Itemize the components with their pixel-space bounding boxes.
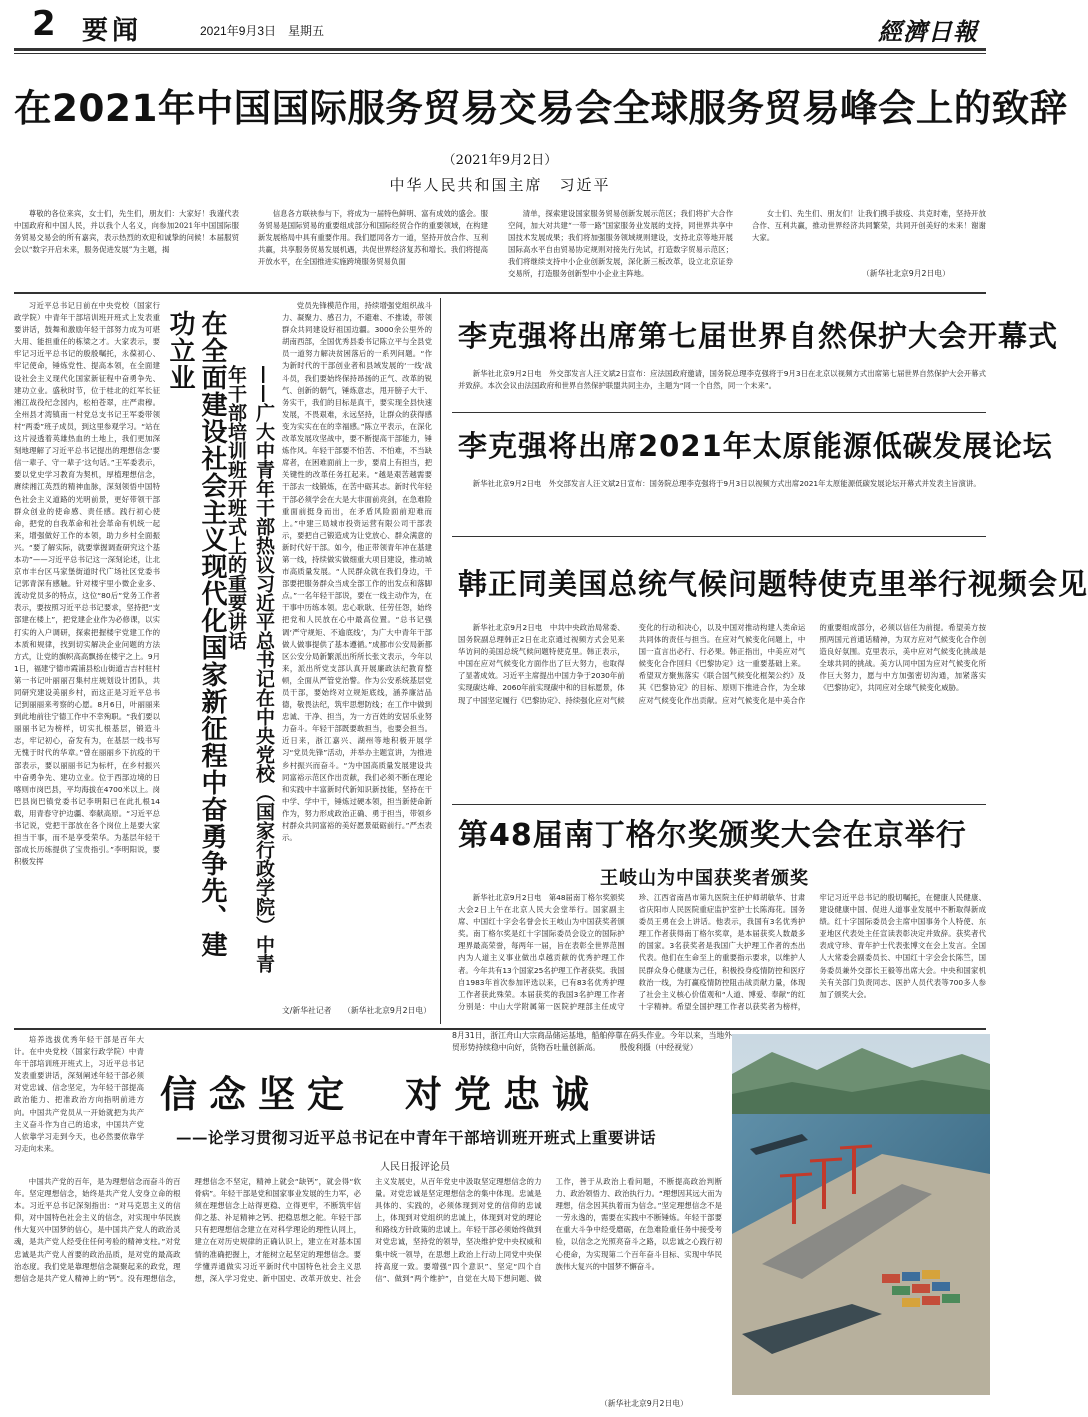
publication-date: 2021年9月3日 星期五 — [200, 24, 325, 38]
commentary-subheadline: ——论学习贯彻习近平总书记在中青年干部培训班开班式上重要讲话 — [176, 1128, 657, 1147]
training-credit: 文/新华社记者 （新华社北京9月2日电） — [282, 1006, 431, 1015]
lead-text-col3: 清单，探索建设国家服务贸易创新发展示范区；我们将扩大合作空间，加大对共建“一带一路”国家服务业发展的支持，同世界共享中国技术发展成果；我们将加强服务领域规则建设，支持北京等地开展国际高水平自由贸易协定规则对接先行先试，打造数字贸易示范区；我们将继续支持中小企业创新发展，深化新三板改革，设立北京证券交易所，打造服务创新型中小企业主阵地。 — [508, 209, 733, 279]
news1-headline: 李克强将出席第七届世界自然保护大会开幕式 — [458, 319, 1059, 353]
masthead — [0, 0, 1000, 48]
lead-text-col4: 女士们、先生们、朋友们！让我们携手拔疫、共克时难，坚持开放合作、互利共赢，推动世界经济共同繁荣，共同开创美好的未来！谢谢大家。 — [752, 209, 986, 243]
news4-text: 新华社北京9月2日电 第48届南丁格尔奖颁奖大会2日上午在北京人民大会堂举行。国家副主席、中国红十字会名誉会长王岐山为中国获奖者颁奖。南丁格尔奖是红十字国际委员会设立的国际护理界最高荣誉，每两年一届，旨在表彰全世界范围内为人道主义事业做出卓越贡献的优秀护理工作者。今年共有13个国家25名护理工作者获奖。我国自1983年首次参加评选以来，已有83名优秀护理工作者获此殊荣。本届获奖的我国3名护理工作者分别是：中山大学附属第一医院护理部主任成守珍、江西省南昌市第九医院主任护师胡敏华、甘肃省庆阳市人民医院重症监护室护士长陈海花。国务委员王勇在会上讲话。他表示，我国有3名优秀护理工作者获得南丁格尔奖章，是本届获奖人数最多的国家。3名获奖者是我国广大护理工作者的杰出代表。他们在生命至上的重要指示要求，以维护人民群众身心健康为己任，积极投身疫情防控和医疗救治一线，为打赢疫情防控阻击战贡献力量，体现了社会主义核心价值观和“人道、博爱、奉献”的红十字精神。希望全国护理工作者以获奖者为榜样，牢记习近平总书记的殷切嘱托，在健康人民健康、建设健康中国、促进人道事业发展中不断取得新成绩。红十字国际委员会主席中国事务个人特使、东亚地区代表处主任宣读表彰决定并致辞。获奖者代表成守珍、青年护士代表张博文在会上发言。全国人大常委会副委员长、中国红十字会会长陈竺，国务委员兼外交部长王毅等出席大会。中央和国家机关有关部门负责同志、医护人员代表等700多人参加了颁奖大会。 — [458, 893, 986, 1011]
feature-divider — [440, 298, 441, 1024]
port-photo — [732, 1034, 990, 1395]
training-subheadline: ——广大中青年干部热议习近平总书记在中央党校（国家行政学院）中青年干部培训班开班式上的重要讲话 — [225, 365, 275, 973]
newspaper-logo: 經濟日報 — [878, 17, 978, 46]
news3-rule — [452, 804, 986, 805]
commentary-byline: 人民日报评论员 — [380, 1162, 450, 1173]
commentary-intro: 培养选拔优秀年轻干部是百年大计。在中央党校（国家行政学院）中青年干部培训班开班式上，习近平总书记发表重要讲话，深刻阐述年轻干部必须对党忠诚、信念坚定，为年轻干部提高政治能力、把准政治方向指明前进方向。中国共产党员从一开始就把为共产主义奋斗作为自己的追求，中国共产党人依靠学习走到今天，也必然要依靠学习走向未来。 — [14, 1035, 144, 1153]
photo-caption: 8月31日，浙江舟山大宗商品储运基地，船舶停靠在码头作业。今年以来，当地外贸形势持续稳中向好，货物吞吐量创新高。 殷俊利摄（中经视觉） — [452, 1031, 732, 1052]
news1-text: 新华社北京9月2日电 外交部发言人汪文斌2日宣布：应法国政府邀请，国务院总理李克强将于9月3日在北京以视频方式出席第七届世界自然保护大会开幕式并致辞。本次会议由法国政府和世界自然保护联盟共同主办，主题为“同一个自然，同一个未来”。 — [458, 369, 986, 391]
news4-headline: 第48届南丁格尔奖颁奖大会在京举行 — [458, 818, 967, 853]
lead-text-col1: 尊敬的各位来宾，女士们，先生们，朋友们：大家好！我谨代表中国政府和中国人民，并以我个人名义，向参加2021年中国国际服务贸易交易会的所有嘉宾，表示热烈的欢迎和诚挚的问候！本届服贸会以“数字开启未来，服务促进发展”为主题，揭 — [14, 209, 239, 255]
lead-date: （2021年9月2日） — [442, 153, 558, 168]
masthead-rule — [14, 48, 986, 51]
news2-text: 新华社北京9月2日电 外交部发言人汪文斌2日宣布：国务院总理李克强将于9月3日以视频方式出席2021年太原能源低碳发展论坛开幕式并发表主旨演讲。 — [472, 479, 981, 488]
news3-text: 新华社北京9月2日电 中共中央政治局常委、国务院副总理韩正2日在北京通过视频方式会见来华访问的美国总统气候问题特使克里。韩正表示，中国在应对气候变化方面作出了巨大努力，也取得了显著成效。习近平主席提出中国力争于2030年前实现碳达峰、2060年前实现碳中和的目标愿景，体现了中国坚定履行《巴黎协定》、持续强化应对气候变化的行动和决心，以及中国对推动构建人类命运共同体的责任与担当。在应对气候变化问题上，中国一直言出必行、行必果。韩正指出，中美应对气候变化合作回归《巴黎协定》这一重要基础上来。希望双方聚焦落实《联合国气候变化框架公约》及其《巴黎协定》的目标、原则下推进合作，为全球应对气候变化作出贡献。应对气候变化是中美合作的重要组成部分，必须以信任为前提。希望美方按照两国元首通话精神，为双方应对气候变化合作创造良好氛围。克里表示，美中应对气候变化挑战是全球共同的挑战。美方认同中国为应对气候变化所作巨大努力，愿与中方加强密切沟通，加紧落实《巴黎协定》，共同应对全球气候变化威胁。 — [458, 623, 986, 705]
training-headline: 在全面建设社会主义现代化国家新征程中奋勇争先、建功立业 — [165, 310, 227, 958]
lead-headline: 在2021年中国国际服务贸易交易会全球服务贸易峰会上的致辞 — [14, 86, 1068, 130]
training-text-col-a: 习近平总书记日前在中央党校（国家行政学院）中青年干部培训班开班式上发表重要讲话，鼓舞和激励年轻干部努力成为可堪大用、能担重任的栋梁之才。大家表示，要牢记习近平总书记的殷殷嘱托，永葆初心、牢记使命，锤炼党性、提高本领，在全面建设社会主义现代化国家新征程中奋勇争先、建功立业。盛秋时节，位于桂北的红军长征湘江战役纪念园内，松柏苍翠，庄严肃穆。全州县才湾镇南一村党总支书记王军委带领村“两委”班子成员，到这里参观学习。“站在这片浸透着英雄热血的土地上，我们更加深刻地理解了习近平总书记提出的理想信念‘要信一辈子、守一辈子’这句话。”王军委表示，要以党史学习教育为契机，厚植理想信念，赓续湘江英烈的精神血脉，深刻领悟中国特色社会主义道路的光明前景，更好带领干部群众创业的使命感、责任感。践行初心使命，把党的自我革命和社会革命有机统一起来，增强做好工作的本领，助力乡村全面振兴。“要了解实际，就要掌握调查研究这个基本功”——习近平总书记这一深刻论述，让北京市丰台区马家堡街道时代广场社区党委书记郭青深有感触。针对楼宇里小微企业多、流动党员多的特点，这位“80后”党务工作者表示，要按照习近平总书记要求，坚持把“支部建在楼上”，把党建企业作为必修课，以实打实的入户调研，探索把握楼宇党建工作的本质和规律，找到切实解决企业问题的方法方式，让党的旗帜高高飘扬在楼宇之上。9月1日，福建宁德市霞浦县松山街道吉吉村驻村第一书记叶丽丽召集村庄规划设计团队，共同研究建设美丽乡村，而这正是习近平总书记到丽丽来考察的心愿。8月6日，叶丽丽来到此地前往宁德工作中不幸殉职。“我们要以丽丽书记为榜样，切实扎根基层，锻造斗志，牢记初心，奋发有为，在基层一线书写无愧于时代的华章。”曾在丽丽乡下抗疫的干部表示，要以丽丽书记为标杆，在乡村振兴中奋勇争先、建功立业。位于西部边境的日喀则市岗巴县，平均海拔在4700米以上。岗巴县岗巴镇党委书记李明阳已在此扎根14载，用青春守护边疆、奉献高原。“习近平总书记说，党把干部放在各个岗位上是要大家担当干事，而不是享受荣华。为基层年轻干部成长历练提供了宝贵指引。”李明阳说，要积极发挥 — [14, 301, 160, 867]
news4-subheadline: 王岐山为中国获奖者颁奖 — [600, 868, 809, 889]
port-photo-image — [732, 1034, 990, 1395]
training-text-col-b: 党员先锋模范作用，持续增强党组织战斗力、凝聚力、感召力，不避难、不推诿，带领群众共同建设好祖国边疆。3000余公里外的胡南西部，全国优秀县委书记陈立平与全县党员一道努力解决贫困落后的一系列问题。“作为新时代的干部创业者和县域发展的‘一线’战斗员，我们要始终保持昂扬的正气、改革的锐气、创新的朝气，锤炼意志，甩开膀子大干、务实干，我们的目标是真干，要实现全县快速发展，不畏艰难，永远坚持，让群众的获得感变为实实在在的幸福感。”陈立平表示，在深化改革发展攻坚战中，要不断提高干部能力，锤炼作风。年轻干部要不怕苦、不怕难，不当缺席者，在困难面前上一步，要肩上有担当，把关键性的改革任务扛起来。“越是艰苦越需要干部去一线锻炼，在苦中砺其志。新时代年轻干部必须学会在大是大非面前亮剑，在急难险重面前挺身而出，在矛盾风险面前迎难而上。”中建三局城市投资运营有限公司干部表示，要把自己锻造成为让党放心、群众满意的新时代好干部。如今，他正带领青年冲在基建第一线，持续做实做细重大项目建设，推动城市高质量发展。“人民群众就在我们身边，干部要把服务群众当成全部工作的出发点和落脚点。”一名年轻干部说，要在一线主动作为，在干事中历练本领。忠心耿耿、任劳任怨，始终把党和人民放在心中最高位置。“总书记强调‘严守规矩、不逾底线’，为广大中青年干部做人做事提供了基本遵循。”成都市公安局新都区公安分局新繁派出所所长张文表示，今年以来，派出所党支部认真开展廉政法纪教育整顿，全面从严管党治警。作为公安系统基层党员干部，要始终对立规矩底线，涵养廉洁品德，敬畏法纪，筑牢思想防线；在工作中做到忠诚、干净、担当，为一方百姓的安居乐业努力奋斗。年轻干部既要敢担当，也要会担当。近日来，浙江嘉兴、湖州等地积极开展学习“党员先锋”活动，并举办主题宣讲，为推进乡村振兴而奋斗。“为中国高质量发展建设共同富裕示范区作出贡献，我们必须不断在理论和实践中丰富新时代新知识新技能，坚持在干中学、学中干，锤炼过硬本领，担当新使命新作为，努力形成政治正确、勇于担当，带领乡村群众共同富裕的美好愿景砥砺前行。”严杰表示。 — [282, 301, 432, 843]
section-name: 要闻 — [82, 16, 143, 46]
news2-headline: 李克强将出席2021年太原能源低碳发展论坛 — [458, 429, 1053, 463]
commentary-headline: 信念坚定 对党忠诚 — [160, 1073, 601, 1116]
commentary-credit: （新华社北京9月2日电） — [600, 1399, 688, 1408]
lead-bottom-rule — [14, 292, 986, 294]
masthead-rule-thin — [14, 53, 986, 54]
lead-byline: 中华人民共和国主席 习近平 — [389, 176, 611, 194]
news2-rule — [452, 536, 986, 537]
commentary-text: 中国共产党的百年，是为理想信念而奋斗的百年。坚定理想信念，始终是共产党人安身立命的根本。习近平总书记深刻指出：“对马克思主义的信仰，对中国特色社会主义的信念，对实现中华民族伟大复兴中国梦的信心，是中国共产党人的政治灵魂，是共产党人经受住任何考验的精神支柱。”对党忠诚是共产党人首要的政治品质，是对党的最高政治态度。我们党是靠理想信念凝聚起来的政党，理想信念是共产党人精神上的“钙”。没有理想信念，理想信念不坚定，精神上就会“缺钙”，就会得“软骨病”。年轻干部是党和国家事业发展的生力军，必须在理想信念上站得更稳、立得更牢，不断筑牢信仰之基、补足精神之钙、把稳思想之舵。年轻干部只有把理想信念建立在对科学理论的理性认同上，建立在对历史规律的正确认识上，建立在对基本国情的准确把握上，才能树立起坚定的理想信念。要学懂弄通做实习近平新时代中国特色社会主义思想，深入学习党史、新中国史、改革开放史、社会主义发展史，从百年党史中汲取坚定理想信念的力量。对党忠诚是坚定理想信念的集中体现。忠诚是具体的、实践的，必须体现到对党的信仰的忠诚上，体现到对党组织的忠诚上，体现到对党的理论和路线方针政策的忠诚上。年轻干部必须始终做到对党忠诚，坚持党的领导，坚决维护党中央权威和集中统一领导，在思想上政治上行动上同党中央保持高度一致。要增强“四个意识”、坚定“四个自信”、做到“两个维护”，自觉在大局下想问题、做工作，善于从政治上看问题，不断提高政治判断力、政治领悟力、政治执行力。“理想因其远大而为理想，信念因其执着而为信念。”坚定理想信念不是一劳永逸的，需要在实践中不断锤炼。年轻干部要在重大斗争中经受磨砺，在急难险重任务中接受考验，以信念之光照亮奋斗之路，以忠诚之心践行初心使命，为实现第二个百年奋斗目标、实现中华民族伟大复兴的中国梦不懈奋斗。 — [14, 1177, 722, 1283]
lead-credit: （新华社北京9月2日电） — [862, 269, 950, 278]
lead-text-col2: 信息各方联袂参与下，将成为一届特色鲜明、富有成效的盛会。服务贸易是国际贸易的重要组成部分和国际经贸合作的重要领域，在构建新发展格局中具有重要作用。我们愿同各方一道，坚持开放合作、互利共赢，共享服务贸易发展机遇，共促世界经济复苏和增长。我们将提高开放水平，在全国推进实施跨境服务贸易负面 — [258, 209, 488, 267]
news1-rule — [452, 412, 986, 413]
page-number: 2 — [32, 4, 56, 44]
news3-headline: 韩正同美国总统气候问题特使克里举行视频会见 — [458, 567, 1088, 601]
